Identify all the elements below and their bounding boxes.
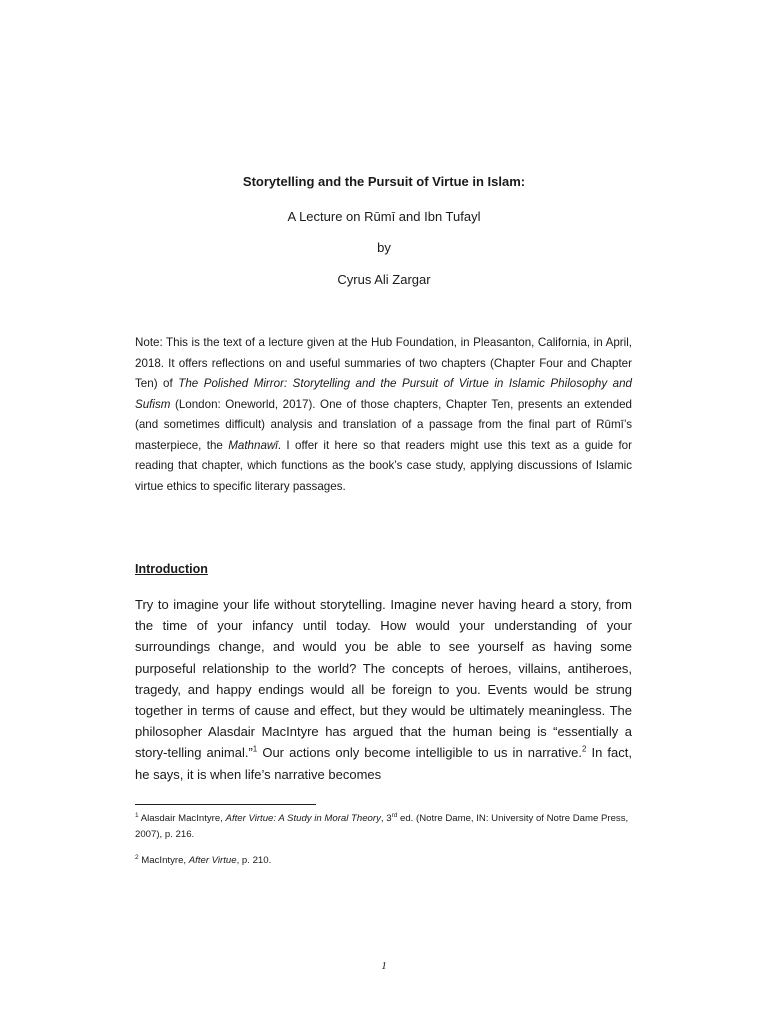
footnote-1-edition: , 3	[380, 813, 392, 824]
footnote-1-book: After Virtue: A Study in Moral Theory	[225, 813, 381, 824]
footnote-1-rest: ed. (Notre Dame, IN: University of Notre Dame Press, 2007), p. 216.	[135, 813, 629, 840]
page-number: 1	[381, 960, 387, 972]
footnote-ref-1[interactable]: 1	[252, 745, 258, 755]
footnote-1-number: 1	[135, 811, 139, 819]
intro-text-1: Try to imagine your life without storytelling. Imagine never having heard a story, from the time of your infancy until today. How would your understanding of your surroundings change, and would you be able to see yourself as having some purposeful relationship to the world? The concepts of heroes, villains, antiheroes, tragedy, and happy endings would all be foreign to you. Events would be strung together in terms of cause and effect, but they would be ultimately meaningless. The philosopher Alasdair MacIntyre has argued that the human being is “essentially a story-telling animal.”	[135, 597, 632, 761]
note-book-title: The Polished Mirror: Storytelling and the Pursuit of Virtue in Islamic Philosophy and Sufism	[135, 377, 632, 411]
footnote-2-rest: , p. 210.	[236, 855, 272, 866]
footnote-2-number: 2	[135, 853, 139, 861]
footnote-2-book: After Virtue	[188, 855, 237, 866]
intro-text-2: Our actions only become intelligible to us in narrative.	[257, 745, 582, 761]
introduction-paragraph	[135, 594, 632, 785]
document-title: Storytelling and the Pursuit of Virtue in Islam:	[242, 174, 526, 189]
intro-text-3: In fact, he says, it is when life’s narrative becomes	[135, 745, 632, 782]
footnote-divider	[135, 804, 316, 805]
lecture-note	[135, 333, 632, 497]
author-name: Cyrus Ali Zargar	[337, 272, 431, 287]
note-text-3: . I offer it here so that readers might use this text as a guide for reading that chapter, which functions as the book’s case study, applying discussions of Islamic virtue ethics to specific literary passages.	[135, 438, 632, 493]
footnote-1-edition-suffix: rd	[391, 811, 398, 819]
footnote-2	[135, 853, 632, 869]
footnote-ref-2[interactable]: 2	[581, 745, 587, 755]
note-text-2: (London: Oneworld, 2017). One of those chapters, Chapter Ten, presents an extended (and sometimes difficult) analysis and translation of a passage from the final part of Rūmī’s masterpiece, the	[135, 397, 632, 452]
note-text-1: Note: This is the text of a lecture given at the Hub Foundation, in Pleasanton, California, in April, 2018. It offers reflections on and useful summaries of two chapters (Chapter Four and Chapter Ten) of	[135, 336, 632, 390]
footnote-1-author: Alasdair MacIntyre,	[138, 813, 226, 824]
document-subtitle: A Lecture on Rūmī and Ibn Tufayl	[287, 209, 481, 224]
section-heading-introduction: Introduction	[135, 562, 208, 576]
byline-by: by	[377, 240, 391, 255]
footnote-2-author: MacIntyre,	[138, 855, 189, 866]
footnote-1	[135, 811, 632, 843]
note-mathnawi: Mathnawī	[228, 438, 278, 452]
